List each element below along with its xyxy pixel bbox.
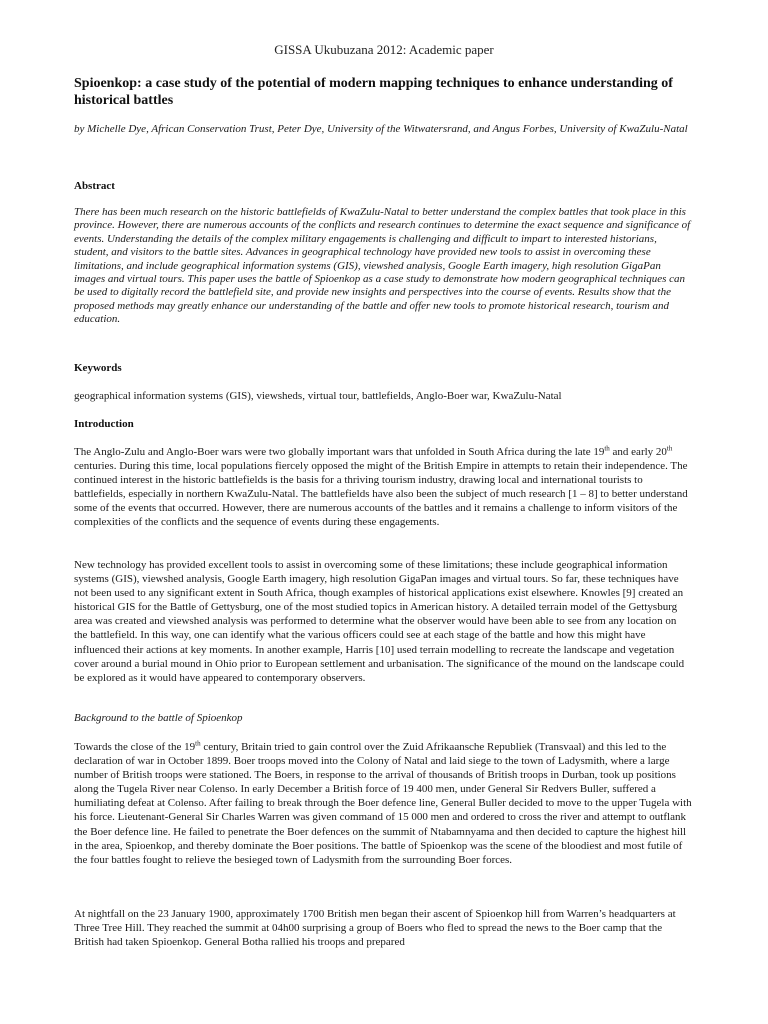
introduction-heading: Introduction bbox=[74, 418, 134, 430]
background-paragraph-1: Towards the close of the 19th century, Britain tried to gain control over the Zuid Afrikaansche Republiek (Transvaal) and this led to the declaration of war in October 1899. Boer troops moved into the Colony of Natal and laid siege to the town of Ladysmith, where a large number of British troops were stationed. The Boers, in response to the arrival of thousands of British troops in Durban, took up positions along the Tugela River near Colenso. In early December a British force of 19 400 men, under General Sir Redvers Buller, suffered a humiliating defeat at Colenso. After failing to break through the Boer defence line, General Buller decided to move to the upper Tugela with his force. Lieutenant-General Sir Charles Warren was given command of 15 000 men and ordered to cross the river and attempt to outflank the Boer defence line. He failed to penetrate the Boer defences on the summit of Ntabamnyama and then decided to capture the highest hill in the area, Spioenkop, and thereby dominate the Boer positions. The battle of Spioenkop was the scene of the bloodiest and most futile of the four battles fought to relieve the besieged town of Ladysmith from the surrounding Boer forces. bbox=[74, 739, 692, 866]
running-header: GISSA Ukubuzana 2012: Academic paper bbox=[274, 42, 494, 57]
background-paragraph-2: At nightfall on the 23 January 1900, approximately 1700 British men began their ascent of Spioenkop hill from Warren’s headquarters at Three Tree Hill. They reached the summit at 04h00 surprising a group of Boers who fled to spread the news to the Boer camp that the British had taken Spioenkop. General Botha rallied his troops and prepared bbox=[74, 908, 676, 949]
keywords-heading: Keywords bbox=[74, 362, 122, 374]
abstract-heading: Abstract bbox=[74, 180, 115, 192]
author-line: by Michelle Dye, African Conservation Trust, Peter Dye, University of the Witwatersrand, and Angus Forbes, University of KwaZulu-Natal bbox=[74, 123, 688, 135]
paper-title: Spioenkop: a case study of the potential of modern mapping techniques to enhance understanding of historical battles bbox=[74, 76, 673, 108]
abstract-text: There has been much research on the historic battlefields of KwaZulu-Natal to better understand the complex battles that took place in this province. However, there are numerous accounts of the conflicts and research continues to determine the exact sequence and significance of events. Understanding the details of the complex military engagements is challenging and difficult to impart to interested historians, student, and visitors to the battle sites. Advances in geographical technology have provided new tools to assist in overcoming these limitations, and include geographical information systems (GIS), viewshed analysis, Google Earth imagery, high resolution GigaPan images and virtual tours. This paper uses the battle of Spioenkop as a case study to demonstrate how modern geographical techniques can be used to digitally record the battlefield site, and provide new insights and perspectives into the course of events. Results show that the proposed methods may greatly enhance our understanding of the battle and offer new tools to promote historical research, tourism and education. bbox=[74, 206, 691, 326]
introduction-paragraph-1: The Anglo-Zulu and Anglo-Boer wars were two globally important wars that unfolded in South Africa during the late 19th and early 20th centuries. During this time, local populations fiercely opposed the might of the British Empire in attempts to retain their independence. The continued interest in the historic battlefields is the basis for a thriving tourism industry, drawing local and international tourists to battlefields, especially in northern KwaZulu-Natal. The battlefields have also been the subject of much research [1 – 8] to better understand some of the events that occurred. However, there are numerous accounts of the battles and it remains a challenge to inform visitors of the complexities of the conflicts and the sequence of events during these engagements. bbox=[74, 444, 688, 529]
keywords-text: geographical information systems (GIS), viewsheds, virtual tour, battlefields, Anglo-Boer war, KwaZulu-Natal bbox=[74, 390, 562, 402]
background-subheading: Background to the battle of Spioenkop bbox=[74, 712, 243, 724]
introduction-paragraph-2: New technology has provided excellent tools to assist in overcoming some of these limitations; these include geographical information systems (GIS), viewshed analysis, Google Earth imagery, high resolution GigaPan images and virtual tours. So far, these techniques have not been used to any significant extent in South Africa, though examples of historical applications exist elsewhere. Knowles [9] created an historical GIS for the Battle of Gettysburg, one of the most studied topics in American history. A detailed terrain model of the Gettysburg area was created and viewshed analysis was performed to determine what the observer would have been able to see from any location on the battlefield. In this way, one can identify what the various officers could see at each stage of the battle and how this might have influenced their actions at key moments. In another example, Harris [10] used terrain modelling to recreate the landscape and vegetation cover around a burial mound in Ohio prior to European settlement and urbanisation. The significance of the mound on the landscape could be explored as it would have appeared to contemporary observers. bbox=[74, 559, 685, 684]
